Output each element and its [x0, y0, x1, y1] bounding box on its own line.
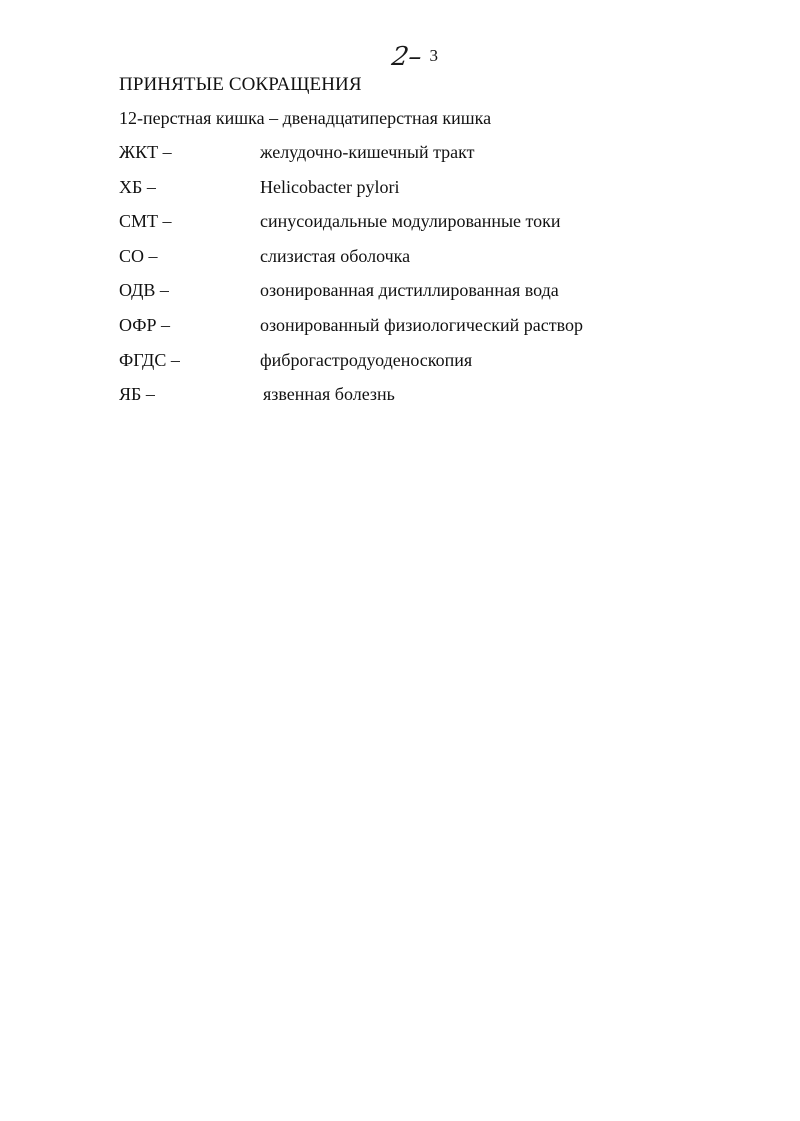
abbreviation-row-odv — [119, 278, 739, 313]
abbreviation-term: ЖКТ – — [119, 142, 172, 162]
abbreviation-definition: Helicobacter pylori — [260, 176, 400, 197]
abbreviation-row-fgds — [119, 348, 739, 383]
abbreviation-term: ОДВ – — [119, 280, 169, 301]
abbreviation-definition: синусоидальные модулированные токи — [260, 211, 561, 232]
abbreviation-term: СО – — [119, 245, 158, 266]
abbreviation-row-ofr — [119, 313, 739, 348]
abbreviation-definition: озонированная дистиллированная вода — [260, 280, 559, 301]
handwritten-page-mark: 2– — [389, 42, 424, 72]
abbreviation-row-hb — [119, 175, 739, 210]
abbreviation-row-smt — [119, 209, 739, 244]
abbreviation-term: ФГДС – — [119, 349, 180, 370]
printed-page-number: 3 — [429, 45, 439, 65]
page-title: ПРИНЯТЫЕ СОКРАЩЕНИЯ — [119, 74, 362, 95]
abbreviation-definition: фиброгастродуоденоскопия — [260, 349, 473, 370]
abbreviation-term: ОФР – — [119, 314, 170, 335]
abbreviation-definition: озонированный физиологический раствор — [260, 314, 584, 335]
abbreviation-definition: слизистая оболочка — [260, 245, 411, 266]
abbreviation-term: ЯБ – — [119, 384, 155, 405]
intro-abbreviation-line: 12-перстная кишка – двенадцатиперстная кишка — [119, 108, 492, 128]
abbreviation-definition: желудочно-кишечный тракт — [260, 142, 475, 162]
abbreviation-term: СМТ – — [119, 211, 172, 232]
abbreviation-row-zhkt — [119, 140, 739, 175]
abbreviation-list — [119, 140, 739, 417]
abbreviation-term: ХБ – — [119, 176, 156, 197]
abbreviation-definition: язвенная болезнь — [263, 384, 395, 405]
page-number — [389, 40, 439, 74]
abbreviation-row-yab — [119, 382, 739, 417]
abbreviation-row-so — [119, 244, 739, 279]
